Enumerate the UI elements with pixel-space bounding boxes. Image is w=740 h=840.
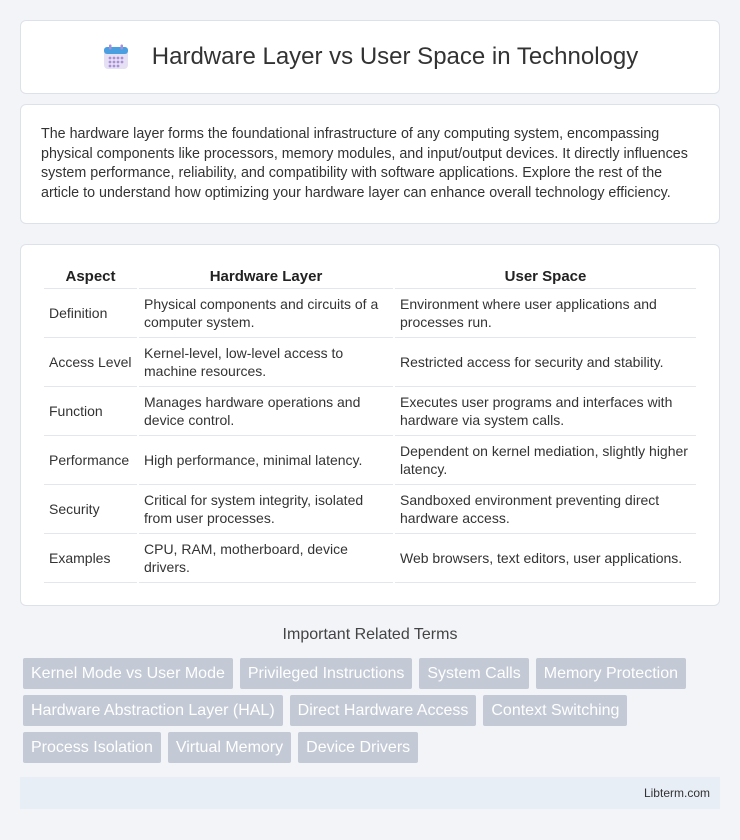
user-space-cell: Web browsers, text editors, user applications.	[395, 534, 696, 583]
related-term-tag[interactable]: Kernel Mode vs User Mode	[23, 658, 233, 689]
aspect-cell: Security	[44, 485, 137, 534]
related-term-tag[interactable]: Virtual Memory	[168, 732, 291, 763]
intro-card	[20, 104, 720, 224]
hardware-cell: Manages hardware operations and device control.	[139, 387, 393, 436]
aspect-cell: Function	[44, 387, 137, 436]
title-card	[20, 20, 720, 94]
intro-text: The hardware layer forms the foundational infrastructure of any computing system, encompassing physical components like processors, memory modules, and input/output devices. It directly influences system performance, reliability, and compatibility with software applications. Explore the rest of the article to understand how optimizing your hardware layer can enhance overall technology efficiency.	[41, 126, 688, 201]
related-term-tag[interactable]: Memory Protection	[536, 658, 686, 689]
related-term-tag[interactable]: Direct Hardware Access	[290, 695, 477, 726]
hardware-cell: High performance, minimal latency.	[139, 436, 393, 485]
page-title: Hardware Layer vs User Space in Technology	[151, 43, 639, 70]
comparison-table-card	[20, 244, 720, 606]
user-space-cell: Executes user programs and interfaces with hardware via system calls.	[395, 387, 696, 436]
hardware-cell: CPU, RAM, motherboard, device drivers.	[139, 534, 393, 583]
table-row	[44, 534, 696, 583]
calendar-icon	[102, 43, 130, 71]
aspect-cell: Examples	[44, 534, 137, 583]
table-header-row	[44, 265, 696, 289]
aspect-cell: Definition	[44, 289, 137, 338]
hardware-cell: Critical for system integrity, isolated from user processes.	[139, 485, 393, 534]
table-row	[44, 338, 696, 387]
related-term-tag[interactable]: Process Isolation	[23, 732, 161, 763]
header-user-space: User Space	[395, 265, 696, 289]
user-space-cell: Environment where user applications and processes run.	[395, 289, 696, 338]
user-space-cell: Sandboxed environment preventing direct hardware access.	[395, 485, 696, 534]
table-row	[44, 485, 696, 534]
aspect-cell: Performance	[44, 436, 137, 485]
hardware-cell: Kernel-level, low-level access to machine resources.	[139, 338, 393, 387]
table-row	[44, 436, 696, 485]
related-term-tag[interactable]: Hardware Abstraction Layer (HAL)	[23, 695, 283, 726]
aspect-cell: Access Level	[44, 338, 137, 387]
header-aspect: Aspect	[44, 265, 137, 289]
hardware-cell: Physical components and circuits of a computer system.	[139, 289, 393, 338]
footer	[20, 777, 720, 809]
footer-site-link[interactable]: Libterm.com	[643, 786, 710, 800]
user-space-cell: Restricted access for security and stability.	[395, 338, 696, 387]
table-row	[44, 289, 696, 338]
table-row	[44, 387, 696, 436]
related-terms-title: Important Related Terms	[282, 626, 458, 643]
comparison-table	[42, 265, 698, 583]
related-terms-list	[23, 658, 723, 769]
related-term-tag[interactable]: Privileged Instructions	[240, 658, 413, 689]
header-hardware-layer: Hardware Layer	[139, 265, 393, 289]
user-space-cell: Dependent on kernel mediation, slightly higher latency.	[395, 436, 696, 485]
related-term-tag[interactable]: System Calls	[419, 658, 528, 689]
related-term-tag[interactable]: Device Drivers	[298, 732, 418, 763]
related-term-tag[interactable]: Context Switching	[483, 695, 627, 726]
